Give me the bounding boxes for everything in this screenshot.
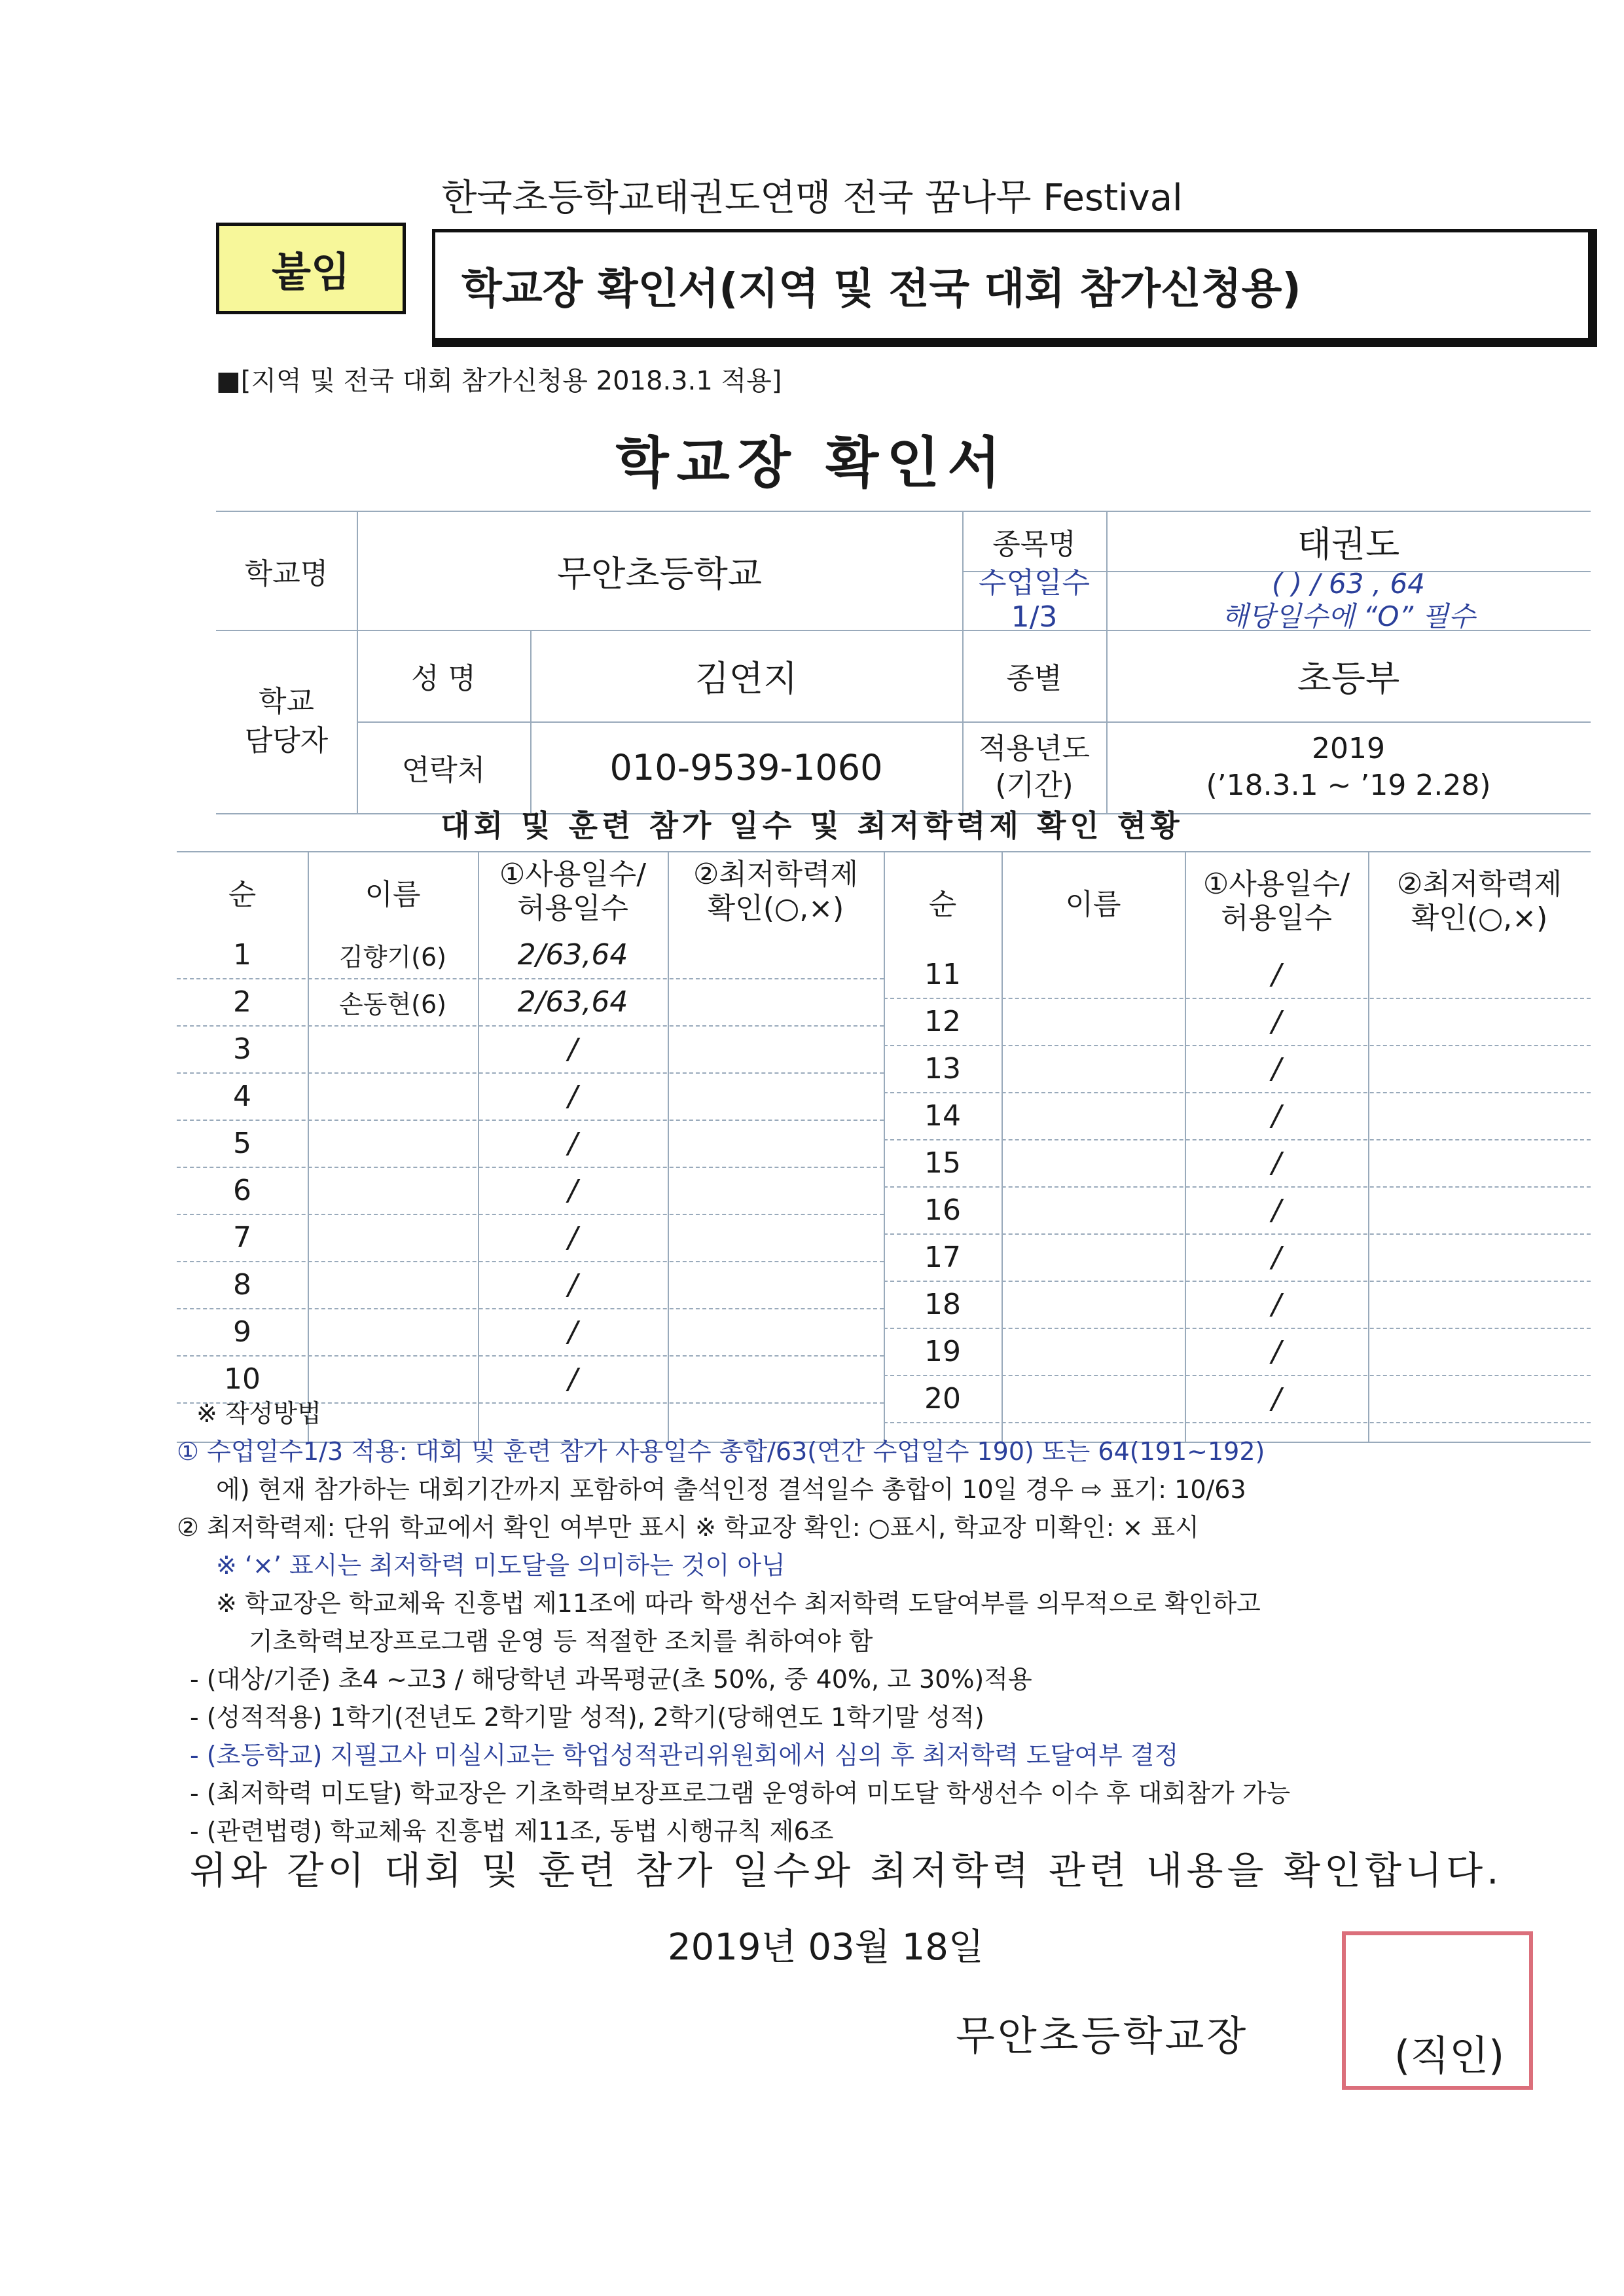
name-label: 성 명 — [411, 662, 476, 695]
note-line-10: - (최저학력 미도달) 학교장은 기초학력보장프로그램 운영하여 미도달 학생선수 이수 후 대회참가 가능 — [190, 1779, 1291, 1808]
row-days: 2/63,64 — [517, 985, 628, 1019]
row-days: / — [568, 1362, 578, 1396]
header-days-right-1: ①사용일수/ — [1202, 867, 1350, 901]
row-number: 20 — [924, 1381, 961, 1415]
row-number: 9 — [233, 1315, 251, 1349]
row-name — [308, 1214, 478, 1261]
notes-heading: ※ 작성방법 — [196, 1399, 321, 1428]
row-number: 12 — [924, 1004, 961, 1038]
note-line-3: ② 최저학력제: 단위 학교에서 확인 여부만 표시 ※ 학교장 확인: ○표시, 학교장 미확인: × 표시 — [177, 1513, 1199, 1542]
contact-value: 010-9539-1060 — [609, 746, 883, 788]
sport-value: 태권도 — [1297, 523, 1400, 565]
row-number: 8 — [233, 1267, 251, 1302]
row-days: / — [1271, 1004, 1282, 1038]
row-name — [308, 1261, 478, 1308]
school-value: 무안초등학교 — [557, 553, 762, 594]
row-days: / — [568, 1126, 578, 1160]
header-name-right: 이름 — [1065, 888, 1121, 921]
row-academic-check — [1368, 1233, 1591, 1281]
note-line-6: 기초학력보장프로그램 운영 등 적절한 조치를 취하여야 함 — [249, 1627, 873, 1656]
name-value: 김연지 — [695, 657, 798, 699]
school-label: 학교명 — [244, 557, 329, 591]
row-academic-check — [668, 1214, 884, 1261]
row-name: 김향기(6) — [339, 942, 446, 972]
year-value-2: (’18.3.1 ~ ’19 2.28) — [1206, 769, 1491, 802]
division-label: 종별 — [1006, 662, 1062, 695]
sport-label: 종목명 — [992, 528, 1076, 561]
main-title: 학교장 확인서 — [615, 431, 1009, 495]
class-days-label-2: 1/3 — [1011, 600, 1058, 634]
row-academic-check — [1368, 1281, 1591, 1328]
note-line-11: - (관련법령) 학교체육 진흥법 제11조, 동법 시행규칙 제6조 — [190, 1817, 834, 1846]
row-academic-check — [668, 931, 884, 978]
document-title: 학교장 확인서(지역 및 전국 대회 참가신청용) — [432, 229, 1597, 347]
row-number: 4 — [233, 1079, 251, 1113]
row-days: / — [1271, 1381, 1282, 1415]
row-academic-check — [1368, 1092, 1591, 1139]
row-days: / — [1271, 1240, 1282, 1274]
row-days: / — [568, 1079, 578, 1113]
row-number: 6 — [233, 1173, 251, 1207]
row-number: 2 — [233, 985, 251, 1019]
header-name-left: 이름 — [365, 878, 421, 911]
class-days-label-1: 수업일수 — [978, 566, 1090, 600]
seal-mark: (직인) — [1394, 2032, 1505, 2079]
row-number: 15 — [924, 1146, 961, 1180]
row-number: 19 — [924, 1334, 961, 1368]
row-number: 11 — [924, 957, 961, 991]
row-academic-check — [668, 1308, 884, 1355]
event-title: 한국초등학교태권도연맹 전국 꿈나무 Festival — [441, 177, 1183, 219]
header-days-left-1: ①사용일수/ — [499, 858, 647, 891]
header-academic-right-1: ②최저학력제 — [1397, 867, 1562, 901]
table-subtitle: 대회 및 훈련 참가 일수 및 최저학력제 확인 현황 — [441, 808, 1183, 843]
year-value-1: 2019 — [1312, 732, 1385, 765]
row-days: / — [1271, 1099, 1282, 1133]
row-name — [308, 1072, 478, 1120]
header-no-right: 순 — [928, 888, 957, 921]
row-days: / — [568, 1173, 578, 1207]
info-grid — [216, 511, 1591, 814]
row-name — [308, 1308, 478, 1355]
header-no-left: 순 — [228, 878, 257, 911]
note-line-5: ※ 학교장은 학교체육 진흥법 제11조에 따라 학생선수 최저학력 도달여부를 의무적으로 확인하고 — [216, 1589, 1261, 1618]
row-days: / — [1271, 1146, 1282, 1180]
row-academic-check — [668, 1167, 884, 1214]
row-name — [308, 1167, 478, 1214]
note-line-8: - (성적적용) 1학기(전년도 2학기말 성적), 2학기(당해연도 1학기말 성적) — [190, 1703, 984, 1732]
row-academic-check — [1368, 998, 1591, 1045]
year-label-2: (기간) — [995, 769, 1074, 802]
participation-table — [177, 851, 1591, 1443]
row-name — [1001, 1186, 1185, 1233]
row-days: / — [1271, 1334, 1282, 1368]
row-academic-check — [1368, 1139, 1591, 1186]
header-academic-left-2: 확인(○,×) — [707, 892, 844, 925]
header-days-right-2: 허용일수 — [1220, 902, 1332, 935]
row-days: 2/63,64 — [517, 938, 628, 972]
row-days: / — [568, 1032, 578, 1066]
note-line-2: 에) 현재 참가하는 대회기간까지 포함하여 출석인정 결석일수 총합이 10일 경우 ⇨ 표기: 10/63 — [216, 1475, 1246, 1504]
row-number: 5 — [233, 1126, 251, 1160]
row-name — [1001, 951, 1185, 998]
row-name — [1001, 1139, 1185, 1186]
year-label-1: 적용년도 — [978, 732, 1090, 765]
row-days: / — [1271, 1051, 1282, 1085]
confirmation-statement: 위와 같이 대회 및 훈련 참가 일수와 최저학력 관련 내용을 확인합니다. — [190, 1848, 1503, 1893]
row-academic-check — [668, 1025, 884, 1072]
applicability-note: ■[지역 및 전국 대회 참가신청용 2018.3.1 적용] — [216, 366, 782, 396]
row-academic-check — [1368, 1045, 1591, 1092]
header-days-left-2: 허용일수 — [516, 892, 628, 925]
issue-date: 2019년 03월 18일 — [668, 1926, 984, 1969]
row-name — [308, 1120, 478, 1167]
row-academic-check — [668, 1120, 884, 1167]
row-number: 1 — [233, 938, 251, 972]
class-days-value-2: 해당일수에 “O” 필수 — [1221, 600, 1475, 632]
note-line-9: - (초등학교) 지필고사 미실시교는 학업성적관리위원회에서 심의 후 최저학력 도달여부 결정 — [190, 1741, 1179, 1770]
writing-notes — [177, 1394, 1591, 1850]
note-line-4: ※ ‘×’ 표시는 최저학력 미도달을 의미하는 것이 아님 — [216, 1551, 785, 1580]
note-line-1: ① 수업일수1/3 적용: 대회 및 훈련 참가 사용일수 총합/63(연간 수업일수 190) 또는 64(191~192) — [177, 1437, 1265, 1466]
row-days: / — [1271, 957, 1282, 991]
header-academic-right-2: 확인(○,×) — [1411, 902, 1548, 935]
principal-name: 무안초등학교장 — [956, 2012, 1249, 2060]
row-days: / — [568, 1267, 578, 1302]
row-number: 10 — [224, 1362, 261, 1396]
contact-label: 연락처 — [401, 754, 486, 787]
row-days: / — [1271, 1287, 1282, 1321]
row-name — [1001, 1281, 1185, 1328]
attachment-tag: 붙임 — [216, 223, 406, 314]
row-academic-check — [668, 978, 884, 1025]
row-name — [1001, 1328, 1185, 1375]
row-number: 16 — [924, 1193, 961, 1227]
row-name — [1001, 1045, 1185, 1092]
row-academic-check — [1368, 1186, 1591, 1233]
row-number: 3 — [233, 1032, 251, 1066]
row-number: 18 — [924, 1287, 961, 1321]
row-days: / — [1271, 1193, 1282, 1227]
note-line-7: - (대상/기준) 초4 ~고3 / 해당학년 과목평균(초 50%, 중 40%, 고 30%)적용 — [190, 1665, 1032, 1694]
row-days: / — [568, 1315, 578, 1349]
row-academic-check — [668, 1261, 884, 1308]
row-number: 13 — [924, 1051, 961, 1085]
row-academic-check — [1368, 951, 1591, 998]
row-days: / — [568, 1220, 578, 1254]
row-number: 14 — [924, 1099, 961, 1133]
header-academic-left-1: ②최저학력제 — [693, 858, 858, 891]
row-number: 7 — [233, 1220, 251, 1254]
staff-label-2: 담당자 — [244, 724, 329, 757]
row-number: 17 — [924, 1240, 961, 1274]
row-name — [1001, 1092, 1185, 1139]
row-name — [1001, 1233, 1185, 1281]
staff-label-1: 학교 — [258, 685, 314, 718]
row-academic-check — [1368, 1328, 1591, 1375]
class-days-value-1: ( ) / 63 , 64 — [1272, 568, 1425, 600]
division-value: 초등부 — [1297, 657, 1400, 699]
row-name — [1001, 998, 1185, 1045]
row-name: 손동현(6) — [339, 989, 446, 1019]
row-academic-check — [668, 1072, 884, 1120]
row-name — [308, 1025, 478, 1072]
